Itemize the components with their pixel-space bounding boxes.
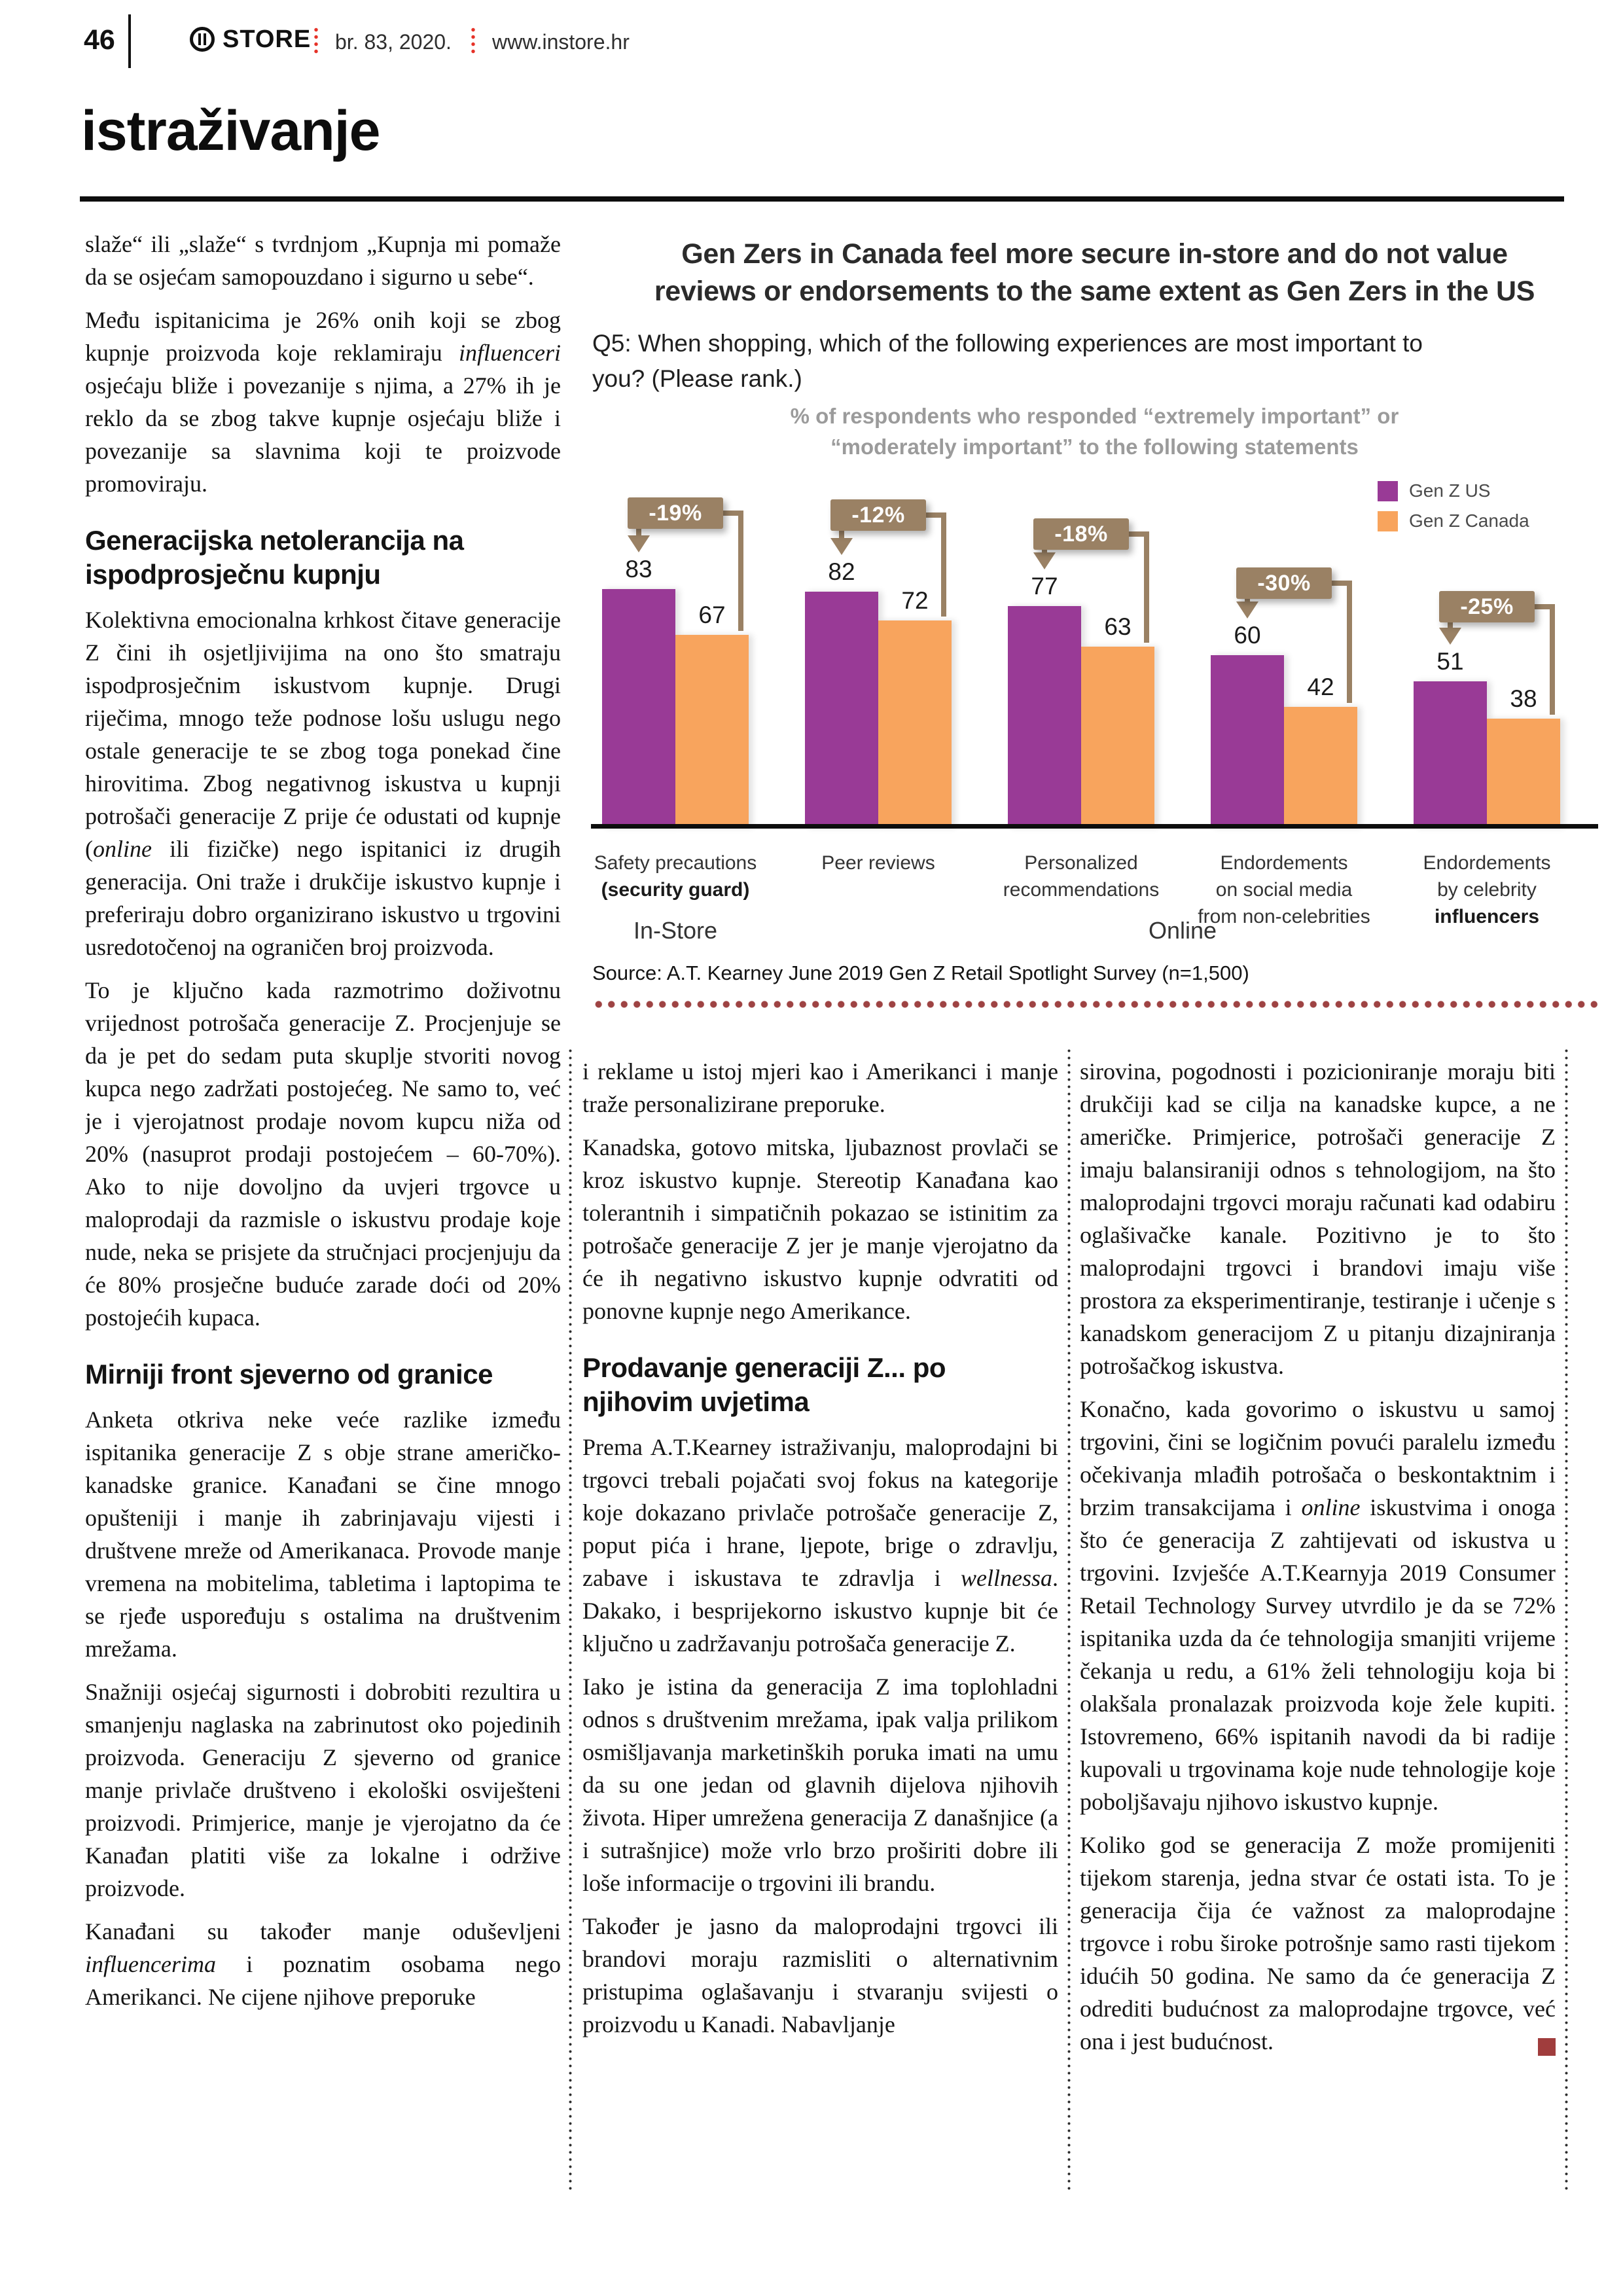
chart-subtitle-line2: “moderately important” to the following statements [830, 435, 1359, 459]
axis-category-line: Personalized [1024, 852, 1138, 874]
axis-category-label [571, 850, 780, 903]
bar-gen-z-canada [675, 635, 749, 828]
article-paragraph [582, 1431, 1058, 1660]
body-text: Prema A.T.Kearney istraživanju, maloprodajni bi trgovci trebali pojačati svoj fokus na kategorije koje dokazano privlače potrošače generacije Z, poput pića i hrane, ljepote, brige o zdravlju, zabave i iskustava te zdravlja i [582, 1434, 1058, 1591]
chart-question-line1: Q5: When shopping, which of the following experiences are most important to [592, 330, 1423, 357]
legend-item [1378, 480, 1490, 501]
delta-bracket-drop [941, 512, 946, 617]
article-heading-line: Mirniji front sjeverno od granice [85, 1359, 493, 1390]
section-title: istraživanje [81, 99, 380, 162]
delta-bracket-drop [738, 511, 743, 631]
bar-value-canada: 67 [698, 601, 726, 628]
chart-baseline [591, 824, 1598, 829]
italic-text: influencerima [85, 1951, 216, 1977]
legend-label: Gen Z Canada [1409, 511, 1529, 531]
axis-section-online: Online [1148, 917, 1217, 944]
legend-swatch-icon [1378, 511, 1398, 531]
header-dotted-separator [471, 26, 475, 55]
bar-value-canada: 38 [1510, 685, 1537, 712]
body-text: Također je jasno da maloprodajni trgovci ili brandovi moraju razmisliti o alternativnim pristupima oglašavanju i stvaranju svijesti o proizvodu u Kanadi. Nabavljanje [582, 1913, 1058, 2037]
magazine-logo [190, 26, 311, 52]
body-text: Među ispitanicima je 26% onih koji se zbog kupnje proizvoda koje reklamiraju [85, 307, 561, 366]
chart-subtitle [592, 401, 1597, 462]
article-paragraph [85, 228, 561, 293]
chart-subtitle-line1: % of respondents who responded “extremely important” or [790, 404, 1399, 428]
body-text: Snažniji osjećaj sigurnosti i dobrobiti rezultira u smanjenju naglaska na zabrinutost oko pojedinih proizvoda. Generaciju Z sjeverno od granice manje privlače društveno i ekološki osviješteni proizvodi. Primjerice, manje je vjerojatno da će Kanađan platiti više za lokalne i održive proizvode. [85, 1679, 561, 1901]
bar-gen-z-canada [1284, 707, 1357, 828]
body-text: Anketa otkriva neke veće razlike između ispitanika generacije Z s obje strane američko-kanadske granice. Kanađani se čine mnogo opušteniji i manje ih zabrinjavaju vijesti i društvene mreže od Amerikanaca. Provode manje vremena na mobitelima, tabletima i laptopima te se rjeđe uspoređuju s ostalima na društvenim mrežama. [85, 1407, 561, 1662]
bar-value-us: 77 [1031, 573, 1058, 600]
body-text: osjećaju bliže i povezanije s njima, a 27% ih je reklo da se zbog takve kupnje osjećaju bliže i povezanije sa slavnima koji te proizvode promoviraju. [85, 372, 561, 497]
article-paragraph [582, 1055, 1058, 1121]
body-text: Kanadska, gotovo mitska, ljubaznost provlači se kroz iskustvo kupnje. Stereotip Kanađana kao tolerantnih i simpatičnih pokazao se istinitim za potrošače generacije Z jer je manje vjerojatno da će ih negativno iskustvo kupnje odvratiti od ponovne kupnje nego Amerikance. [582, 1134, 1058, 1324]
body-text: sirovina, pogodnosti i pozicioniranje moraju biti drukčiji kad se cilja na kanadske kupce, a ne američke. Primjerice, potrošači generacije Z imaju balansiraniji odnos s tehnologijom, na što maloprodajni trgovci moraju računati kad odabiru oglašivačke kanale. Pozitivno je to što maloprodajni trgovci i brandovi imaju više prostora za eksperimentiranje, testiranje i učenje s kanadskom generacijom Z u pitanju dizajniranja potrošačkog iskustva. [1080, 1058, 1556, 1379]
bar-value-canada: 42 [1307, 673, 1334, 700]
chart-title-line2: reviews or endorsements to the same extent as Gen Zers in the US [654, 276, 1535, 307]
delta-bracket-drop [1144, 531, 1149, 643]
axis-category-label [1382, 850, 1592, 930]
article-paragraph [582, 1131, 1058, 1327]
website-url: www.instore.hr [492, 30, 630, 54]
article-heading-line: Generacijska netolerancija na [85, 525, 464, 556]
bar-gen-z-canada [1487, 719, 1560, 828]
body-text: Konačno, kada govorimo o iskustvu u samoj trgovini, čini se logičnim povući paralelu između očekivanja mlađih potrošača o beskontaktnim i brzim transakcijama i [1080, 1396, 1556, 1520]
bar-value-us: 82 [828, 558, 855, 585]
bar-value-us: 60 [1234, 622, 1261, 649]
delta-badge: -19% [628, 497, 723, 529]
legend-swatch-icon [1378, 481, 1398, 501]
chart-plot [592, 458, 1597, 828]
article-heading-line: Prodavanje generaciji Z... po [582, 1352, 946, 1383]
article-heading [85, 1357, 561, 1391]
body-text: ili fizičke) nego ispitanici iz drugih generacija. Oni traže i drukčije iskustvo kupnje i preferiraju dobro organizirano iskustvo u trgovini usredotočenoj na ograničen broj proizvoda. [85, 836, 561, 960]
italic-text: wellnessa [961, 1565, 1052, 1591]
delta-arrow-head-icon [830, 538, 853, 555]
axis-category-line: influencers [1434, 906, 1540, 927]
axis-category-line: by celebrity [1437, 879, 1537, 901]
column-separator [1067, 1047, 1071, 2193]
article-paragraph [85, 1915, 561, 2013]
article-column-right [1080, 1055, 1556, 2227]
axis-category-line: Endordements [1220, 852, 1348, 874]
axis-category-line: Safety precautions [594, 852, 757, 874]
legend-item [1378, 511, 1529, 531]
chart-question-line2: you? (Please rank.) [592, 365, 802, 392]
delta-badge: -18% [1033, 518, 1129, 550]
body-text: slaže“ ili „slaže“ s tvrdnjom „Kupnja mi pomaže da se osjećam samopouzdano i sigurno u sebe“. [85, 231, 561, 290]
body-text: Iako je istina da generacija Z ima toplohladni odnos s društvenim mrežama, ipak valja prilikom osmišljavanja marketinških poruka imati na umu da su one jedan od glavnih dijelova njihovih života. Hiper umrežena generacija Z današnjice (a i sutrašnjice) može vrlo brzo proširiti dobre ili loše informacije o trgovini ili brandu. [582, 1674, 1058, 1896]
logo-text: STORE [223, 26, 312, 53]
bar-value-us: 51 [1436, 648, 1464, 675]
instore-logo-icon [190, 27, 215, 52]
article-paragraph [582, 1910, 1058, 2041]
article-paragraph [85, 1676, 561, 1905]
axis-category-label [774, 850, 983, 876]
column-separator [569, 1047, 572, 2193]
body-text: Koliko god se generacija Z može promijeniti tijekom starenja, jedna stvar će ostati ista. To je generacija čija će važnost za maloprodajne trgovce i robu široke potrošnje samo rasti tijekom idućih 50 godina. Ne samo da će generacija Z odrediti budućnost za maloprodajne trgovce, već ona i jest budućnost. [1080, 1832, 1556, 2054]
bar-value-us: 83 [625, 556, 652, 583]
italic-text: influenceri [459, 340, 561, 366]
delta-badge: -12% [830, 499, 926, 531]
bar-gen-z-us [805, 592, 878, 828]
article-paragraph [85, 603, 561, 963]
delta-arrow-head-icon [1033, 552, 1056, 569]
body-text: To je ključno kada razmotrimo doživotnu vrijednost potrošača generacije Z. Procjenjuje se da je pet do sedam puta skuplje stvoriti novog kupca nego zadržati postojećeg. Ne samo to, već je i vjerojatnost prodaje novom kupcu niža od 20% (nasuprot prodaji postojećem – 60-70%). Ako to nije dovoljno da uvjeri trgovce u maloprodaji da razmisle o iskustvu prodaje koje nude, neka se prisjete da stručnjaci procjenjuju da će 80% prosječne buduće zarade doći od 20% postojećih kupaca. [85, 977, 561, 1331]
chart-title [592, 236, 1597, 310]
delta-arrow-head-icon [628, 535, 650, 552]
body-text: iskustvima i onoga što će generacija Z zahtijevati od iskustva u trgovini. Izvješće A.T.Kearnyja 2019 Consumer Retail Technology Survey utvrdilo je da se 72% ispitanika uzda da će tehnologija smanjiti vrijeme čekanja u redu, a 61% želi tehnologiju koja bi olakšala pronalazak proizvoda koje žele kupiti. Istovremeno, 66% ispitanih navodi da bi radije kupovali u trgovinama koje nude tehnologije koje poboljšavaju njihovo iskustvo kupnje. [1080, 1494, 1556, 1815]
axis-category-line: Peer reviews [821, 852, 935, 874]
issue-number: br. 83, 2020. [335, 30, 452, 54]
delta-badge: -25% [1439, 591, 1535, 622]
axis-category-label [976, 850, 1186, 903]
italic-text: online [93, 836, 152, 862]
article-end-mark [1538, 2038, 1556, 2056]
bar-gen-z-canada [1081, 647, 1154, 828]
article-paragraph [85, 1403, 561, 1665]
axis-category-line: from non-celebrities [1198, 906, 1370, 927]
article-paragraph [1080, 1055, 1556, 1382]
body-text: . Dakako, i besprijekorno iskustvo kupnje bit će ključno u zadržavanju potrošača generacije Z. [582, 1565, 1058, 1657]
bar-value-canada: 72 [901, 587, 929, 614]
header-divider-line [128, 14, 131, 68]
axis-section-in-store: In-Store [633, 917, 718, 944]
delta-bracket-drop [1550, 604, 1555, 715]
italic-text: online [1301, 1494, 1361, 1520]
body-text: Kanađani su također manje oduševljeni [85, 1918, 561, 1945]
page-number: 46 [84, 24, 115, 56]
delta-arrow-head-icon [1439, 628, 1461, 645]
article-paragraph [1080, 1829, 1556, 2058]
delta-arrow-head-icon [1236, 601, 1258, 619]
legend-label: Gen Z US [1409, 480, 1491, 501]
article-paragraph [85, 304, 561, 500]
axis-category-line: (security guard) [601, 879, 750, 901]
article-column-middle [582, 1055, 1058, 2227]
axis-category-line: recommendations [1003, 879, 1160, 901]
article-heading [85, 524, 561, 592]
bar-gen-z-canada [878, 620, 952, 828]
article-paragraph [582, 1670, 1058, 1899]
axis-category-line: on social media [1215, 879, 1353, 901]
body-text: i poznatim osobama nego Amerikanci. Ne cijene njihove preporuke [85, 1951, 561, 2010]
header-dotted-separator [314, 26, 318, 55]
chart-title-line1: Gen Zers in Canada feel more secure in-store and do not value [681, 238, 1508, 270]
article-heading-line: ispodprosječnu kupnju [85, 559, 381, 590]
article-heading [582, 1351, 1058, 1419]
article-paragraph [85, 974, 561, 1334]
axis-category-line: Endordements [1423, 852, 1551, 874]
red-dotted-rule [592, 1000, 1600, 1009]
delta-badge: -30% [1236, 567, 1332, 599]
body-text: Kolektivna emocionalna krhkost čitave generacije Z čini ih osjetljivijima na ono što smatraju ispodprosječnim iskustvom kupnje. Drugi riječima, mnogo teže podnose lošu uslugu nego ostale generacije te se zbog toga ponekad čine hirovitima. Zbog negativnog iskustva u kupnji potrošači generacije Z prije će odustati od kupnje ( [85, 607, 561, 862]
chart-source: Source: A.T. Kearney June 2019 Gen Z Retail Spotlight Survey (n=1,500) [592, 961, 1249, 984]
column-separator [1565, 1047, 1568, 2193]
bar-value-canada: 63 [1104, 613, 1132, 640]
article-heading-line: njihovim uvjetima [582, 1386, 810, 1417]
chart-question [592, 326, 1597, 397]
article-paragraph [1080, 1393, 1556, 1818]
body-text: i reklame u istoj mjeri kao i Amerikanci i manje traže personalizirane preporuke. [582, 1058, 1058, 1117]
header-rule [80, 196, 1564, 202]
delta-bracket-drop [1347, 581, 1352, 703]
article-column-left [85, 228, 561, 2211]
